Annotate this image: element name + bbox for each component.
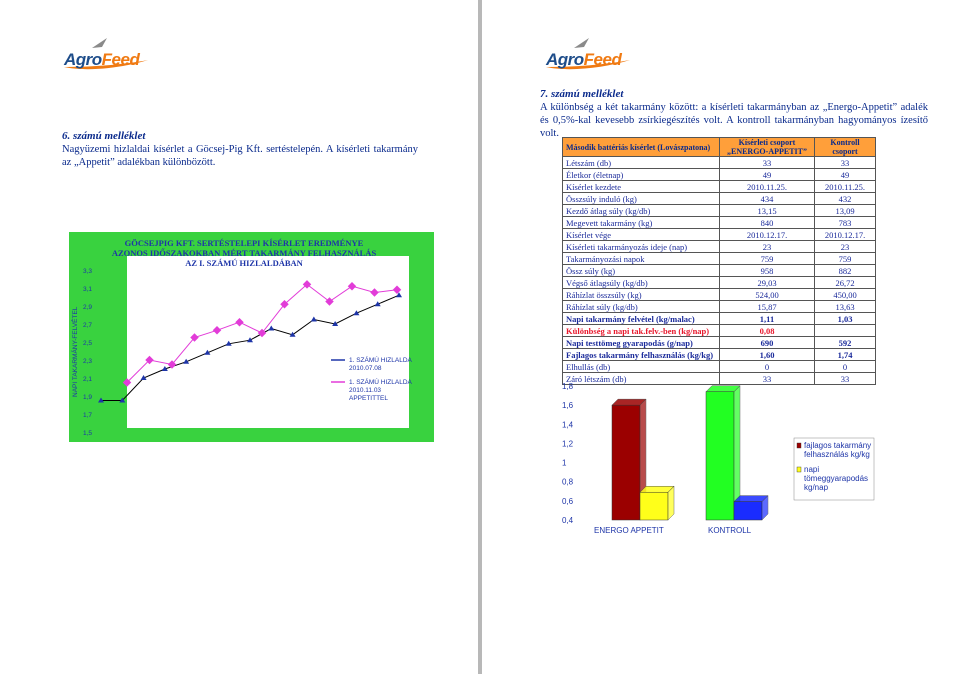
row-control-value: 33 [815,157,876,169]
bar-top [640,486,674,492]
bar-chart-canvas [540,378,900,538]
row-experimental-value: 49 [720,169,815,181]
table-row [563,169,876,181]
row-control-value: 882 [815,265,876,277]
row-label: Elhullás (db) [563,361,720,373]
y-tick-label: 0,6 [562,496,574,506]
table-row [563,361,876,373]
row-control-value: 432 [815,193,876,205]
y-tick-label: 2,3 [83,358,93,365]
y-tick-label: 2,1 [83,376,93,383]
row-experimental-value: 1,60 [720,349,815,361]
row-experimental-value: 690 [720,337,815,349]
row-label: Takarmányozási napok [563,253,720,265]
bar [640,492,668,520]
header-experimental-bottom: „ENERGO-APPETIT” [726,147,807,156]
y-tick-label: 1,6 [562,401,574,411]
bar-top [734,496,768,502]
row-control-value: 0 [815,361,876,373]
y-tick-label: 3,3 [83,268,93,275]
row-control-value: 450,00 [815,289,876,301]
x-category-label: ENERGO APPETIT [594,526,664,535]
row-experimental-value: 524,00 [720,289,815,301]
table-row [563,325,876,337]
results-table [562,137,876,385]
legend-marker [797,467,801,472]
row-label: Ráhízlat összsúly (kg) [563,289,720,301]
row-experimental-value: 29,03 [720,277,815,289]
row-control-value: 23 [815,241,876,253]
row-control-value: 26,72 [815,277,876,289]
table-row [563,181,876,193]
header-control: Kontroll csoport [815,138,876,157]
bar [706,392,734,520]
y-axis-label: NAPI TAKARMÁNY-FELVÉTEL [72,306,79,397]
bar [734,502,762,520]
agrofeed-logo: AgroFeed [62,34,154,74]
row-label: Kísérlet kezdete [563,181,720,193]
y-tick-label: 1,5 [83,430,93,437]
table-row [563,217,876,229]
table-row [563,301,876,313]
chart-title: GÖCSEJPIG KFT. SERTÉSTELEPI KÍSÉRLET EREDMÉNYE AZONOS IDŐSZAKOKBAN MÉRT TAKARMÁNY FELHASZNÁLÁS AZ I. SZÁMÚ HIZLALDÁBAN [111,238,377,268]
header-experimental-top: Kísérleti csoport [738,138,796,147]
legend-label [804,441,871,459]
header-label: Második battériás kísérlet (Lovászpatona) [563,138,720,157]
y-tick-label: 1,4 [562,420,574,430]
row-label: Fajlagos takarmány felhasználás (kg/kg) [563,349,720,361]
row-control-value: 2010.12.17. [815,229,876,241]
row-experimental-value: 1,11 [720,313,815,325]
row-label: Napi takarmány felvétel (kg/malac) [563,313,720,325]
table-row [563,157,876,169]
agrofeed-logo: AgroFeed [544,34,636,74]
annex-title: 7. számú melléklet [540,88,624,100]
row-label: Végső átlagsúly (kg/db) [563,277,720,289]
row-control-value: 592 [815,337,876,349]
row-label: Napi testtömeg gyarapodás (g/nap) [563,337,720,349]
plot-area [127,256,409,428]
header-experimental [720,138,815,157]
row-experimental-value: 2010.11.25. [720,181,815,193]
y-tick-label: 0,8 [562,477,574,487]
row-control-value: 783 [815,217,876,229]
row-control-value: 1,74 [815,349,876,361]
row-experimental-value: 15,87 [720,301,815,313]
legend-label-line: tömeggyarapodás [804,474,869,483]
left-page [0,0,478,674]
legend-label-line: kg/nap [804,483,829,492]
row-label: Életkor (életnap) [563,169,720,181]
feed-intake-line-chart [69,232,434,442]
table-row [563,265,876,277]
row-control-value [815,325,876,337]
row-label: Össz súly (kg) [563,265,720,277]
y-tick-label: 0,4 [562,516,574,525]
row-experimental-value: 0,08 [720,325,815,337]
row-label: Kísérleti takarmányozás ideje (nap) [563,241,720,253]
row-label: Különbség a napi tak.felv.-ben (kg/nap) [563,325,720,337]
row-experimental-value: 0 [720,361,815,373]
table-row [563,205,876,217]
row-control-value: 33 [815,373,876,385]
table-row [563,241,876,253]
annex-description: Nagyüzemi hizlaldai kísérlet a Göcsej-Pig Kft. sertéstelepén. A kísérleti takarmány az „Appetit” adalékban különbözött. [62,144,418,168]
y-tick-label: 3,1 [83,286,93,293]
legend-marker [797,443,801,448]
row-label: Kezdő átlag súly (kg/db) [563,205,720,217]
y-tick-label: 1,9 [83,394,93,401]
row-experimental-value: 33 [720,157,815,169]
row-experimental-value: 840 [720,217,815,229]
row-control-value: 1,03 [815,313,876,325]
x-category-label: KONTROLL [708,526,752,535]
row-experimental-value: 2010.12.17. [720,229,815,241]
legend-label-line: 1. SZÁMÚ HIZLALDA [349,357,412,364]
bar-top [612,399,646,405]
table-row [563,229,876,241]
row-label: Záró létszám (db) [563,373,720,385]
comparison-bar-chart [540,378,900,538]
table-row [563,253,876,265]
legend-label-line: APPETITTEL [349,395,389,402]
row-label: Ráhízlat súly (kg/db) [563,301,720,313]
table-row [563,313,876,325]
annex-description: A különbség a két takarmány között: a kísérleti takarmányban az „Energo-Appetit” adalék és 0,5%-kal kevesebb zsírkiegészítés volt. A kontroll takarmányban hagyományos ízesítő volt. [540,102,928,139]
annex-title: 6. számú melléklet [62,130,146,142]
table-row [563,289,876,301]
row-control-value: 2010.11.25. [815,181,876,193]
row-label: Összsúly induló (kg) [563,193,720,205]
bar [612,405,640,520]
legend-label-line: 1. SZÁMÚ HIZLALDA [349,379,412,386]
row-experimental-value: 759 [720,253,815,265]
legend-label-line: napi [804,465,820,474]
row-experimental-value: 33 [720,373,815,385]
table-row [563,277,876,289]
y-tick-label: 1,7 [83,412,93,419]
table-row [563,349,876,361]
legend-label-line: 2010.11.03 [349,387,382,394]
bar-top [706,386,740,392]
table-row [563,193,876,205]
row-control-value: 759 [815,253,876,265]
row-experimental-value: 958 [720,265,815,277]
legend-label-line: fajlagos takarmány [804,441,872,450]
row-control-value: 49 [815,169,876,181]
row-experimental-value: 23 [720,241,815,253]
row-experimental-value: 13,15 [720,205,815,217]
row-label: Kísérlet vége [563,229,720,241]
y-tick-label: 2,9 [83,304,93,311]
y-tick-label: 1,8 [562,382,574,391]
row-label: Létszám (db) [563,157,720,169]
y-tick-label: 1 [562,458,567,468]
table-header-row [563,138,876,157]
y-tick-label: 2,7 [83,322,93,329]
row-label: Megevett takarmány (kg) [563,217,720,229]
row-control-value: 13,63 [815,301,876,313]
table-row [563,337,876,349]
row-experimental-value: 434 [720,193,815,205]
y-tick-label: 1,2 [562,439,574,449]
legend-label-line: felhasználás kg/kg [804,450,870,459]
y-tick-label: 2,5 [83,340,93,347]
row-control-value: 13,09 [815,205,876,217]
legend-label-line: 2010.07.08 [349,365,382,372]
